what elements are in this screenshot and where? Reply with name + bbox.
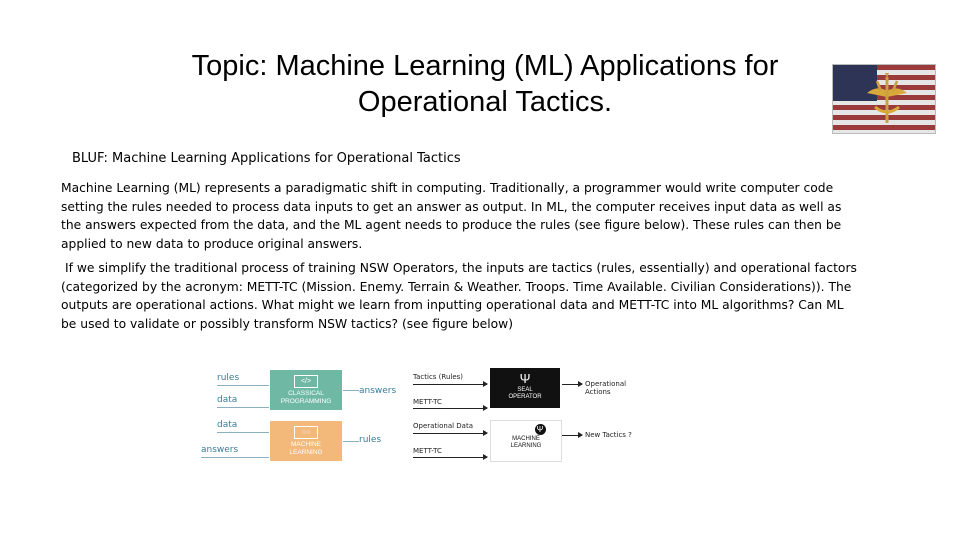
classical-label-2: PROGRAMMING [280, 398, 332, 405]
fig-label-rules-out: rules [359, 435, 382, 445]
fig-arrow [562, 384, 582, 385]
machine-learning-box [270, 421, 342, 461]
trident-emblem-icon [863, 71, 911, 127]
code-icon: </> [294, 375, 318, 388]
fig-label-rules: rules [217, 373, 240, 383]
fig-line [201, 457, 269, 458]
ml-seal-box [490, 420, 562, 462]
fig-arrow [413, 457, 487, 458]
trident-small-icon: Ψ [535, 424, 546, 435]
ml-label-1: MACHINE [291, 441, 321, 448]
fig-arrow [413, 433, 487, 434]
bluf-heading: BLUF: Machine Learning Applications for Operational Tactics [72, 151, 461, 166]
fig-label-mett-1: METT-TC [413, 398, 442, 406]
fig-line [343, 441, 359, 442]
fig-label-op-actions [585, 380, 626, 396]
seal-operator-box [490, 368, 560, 408]
fig-arrow [562, 435, 582, 436]
fig-label-data: data [217, 395, 238, 405]
fig-line [217, 385, 269, 386]
classical-label-1: CLASSICAL [288, 390, 324, 397]
fig-line [217, 407, 269, 408]
neural-net-icon: ○○ [294, 426, 318, 439]
fig-arrow [413, 384, 487, 385]
title-line-2: Operational Tactics. [357, 86, 613, 118]
seal-label-2: OPERATOR [508, 394, 542, 400]
fig-label-tactics: Tactics (Rules) [413, 373, 464, 381]
title-line-1: Topic: Machine Learning (ML) Applications for [191, 50, 779, 82]
fig-label-answers-in: answers [201, 445, 239, 455]
op-actions-1: Operational [585, 380, 627, 388]
fig-label-mett-2: METT-TC [413, 447, 442, 455]
classical-programming-box [270, 370, 342, 410]
paragraph-ml-intro: Machine Learning (ML) represents a paradigmatic shift in computing. Traditionally, a programmer would write computer code setting the rules needed to process data inputs to get an answer as output. In ML, the computer receives input data as well as the answers expected from the data, and the ML agent needs to produce the rules (see figure below). These rules can then be applied to new data to produce original answers. [61, 181, 842, 251]
fig-label-answers-out: answers [359, 386, 397, 396]
trident-icon: Ψ [519, 371, 531, 386]
ml-label-2: LEARNING [289, 449, 323, 456]
op-actions-2: Actions [585, 388, 611, 396]
paragraph-nsw-operators: If we simplify the traditional process of training NSW Operators, the inputs are tactics (rules, essentially) and operational factors (categorized by the acronym: METT-TC (Mission. Enemy. Terrain & Weather. Troops. Time Available. Civilian Considerations)). The outputs are operational actions. What might we learn from inputting operational data and METT-TC into ML algorithms? Can ML be used to validate or possibly transform NSW tactics? (see figure below) [61, 261, 857, 331]
fig-label-op-data: Operational Data [413, 422, 474, 430]
seal-label-1: SEAL [517, 387, 533, 393]
fig-line [343, 390, 359, 391]
fig-label-data-2: data [217, 420, 238, 430]
fig-label-new-tactics: New Tactics ? [585, 431, 632, 439]
fig-line [217, 432, 269, 433]
slide-title [120, 48, 850, 120]
fig-arrow [413, 408, 487, 409]
seal-trident-flag-image [832, 64, 936, 134]
ml-seal-label-2: LEARNING [510, 443, 542, 449]
ml-seal-label-1: MACHINE [512, 436, 540, 442]
ml-comparison-figure [195, 362, 655, 472]
